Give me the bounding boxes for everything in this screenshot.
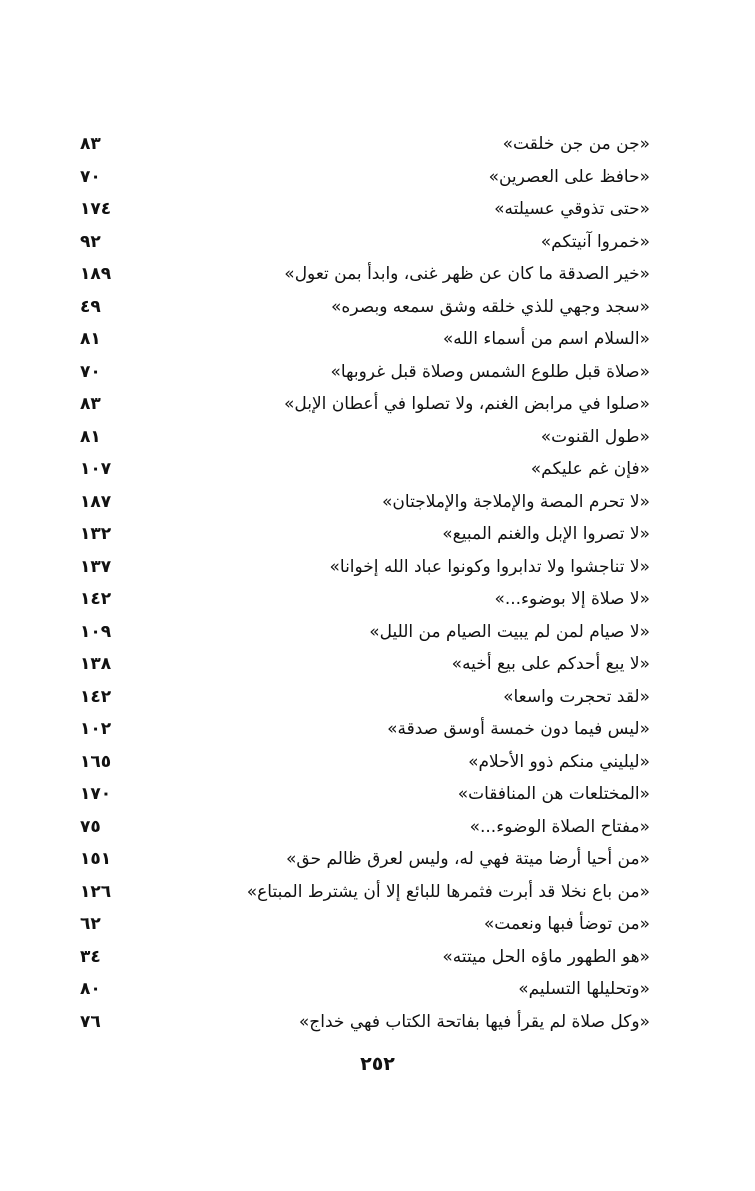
entry-text: «المختلعات هن المنافقات» [457,784,650,804]
entry-text: «هو الطهور ماؤه الحل ميتته» [442,946,650,967]
entry-text: «صلوا في مرابض الغنم، ولا تصلوا في أعطان الإبل» [283,394,650,414]
index-entry [80,553,650,586]
index-entry [80,1008,650,1041]
entry-text: «لا صيام لمن لم يبيت الصيام من الليل» [369,621,650,642]
entry-text: «لا تصروا الإبل والغنم المبيع» [442,524,650,544]
entry-text: «لا صلاة إلا بوضوء...» [494,589,650,609]
entry-page-number: ٨٣ [80,134,101,154]
index-entry [80,585,650,618]
index-entry [80,488,650,521]
entry-page-number: ١٧٤ [80,199,112,219]
index-entry [80,390,650,423]
entry-text: «لقد تحجرت واسعا» [503,686,650,707]
entry-text: «وتحليلها التسليم» [518,979,650,999]
hadith-index-list [80,130,650,1040]
entry-page-number: ٧٥ [80,816,101,837]
index-entry [80,228,650,261]
entry-page-number: ٣٤ [80,946,101,967]
entry-page-number: ٤٩ [80,296,101,317]
entry-page-number: ١٥١ [80,849,112,869]
entry-page-number: ٨٠ [80,979,101,999]
entry-page-number: ١٠٢ [80,719,112,739]
entry-page-number: ٧٦ [80,1011,101,1032]
entry-text: «حافظ على العصرين» [488,166,650,187]
entry-text: «من توضأ فبها ونعمت» [483,914,650,934]
entry-text: «طول القنوت» [540,426,650,447]
index-entry [80,358,650,391]
index-entry [80,618,650,651]
index-entry [80,520,650,553]
entry-page-number: ١٨٩ [80,264,112,284]
entry-page-number: ٨١ [80,426,101,447]
index-entry [80,455,650,488]
index-entry [80,293,650,326]
index-entry [80,715,650,748]
index-entry [80,130,650,163]
index-entry [80,748,650,781]
index-entry [80,163,650,196]
entry-text: «سجد وجهي للذي خلقه وشق سمعه وبصره» [331,296,650,317]
entry-page-number: ٧٠ [80,166,101,187]
index-entry [80,195,650,228]
entry-text: «ليس فيما دون خمسة أوسق صدقة» [387,719,650,739]
index-entry [80,910,650,943]
entry-page-number: ١٤٢ [80,686,112,707]
index-entry [80,845,650,878]
entry-page-number: ١٣٧ [80,556,112,577]
index-entry [80,780,650,813]
entry-page-number: ٦٢ [80,914,101,934]
entry-page-number: ١٢٦ [80,881,112,902]
entry-text: «من باع نخلا قد أبرت فثمرها للبائع إلا أن يشترط المبتاع» [246,881,650,902]
entry-page-number: ٩٢ [80,231,101,252]
entry-page-number: ١٠٧ [80,459,112,479]
page-number: ٢٥٢ [360,1053,395,1075]
entry-text: «ليليني منكم ذوو الأحلام» [468,751,650,772]
index-entry [80,975,650,1008]
entry-text: «مفتاح الصلاة الوضوء...» [469,816,650,837]
index-entry [80,325,650,358]
entry-page-number: ١٧٠ [80,784,112,804]
index-entry [80,423,650,456]
index-entry [80,683,650,716]
entry-page-number: ٧٠ [80,361,101,382]
entry-text: «فإن غم عليكم» [530,459,650,479]
entry-text: «صلاة قبل طلوع الشمس وصلاة قبل غروبها» [330,361,650,382]
index-entry [80,260,650,293]
index-entry [80,878,650,911]
entry-text: «وكل صلاة لم يقرأ فيها بفاتحة الكتاب فهي خداج» [298,1011,650,1032]
index-entry [80,943,650,976]
entry-page-number: ٨٣ [80,394,101,414]
entry-text: «لا تناجشوا ولا تدابروا وكونوا عباد الله إخوانا» [329,556,650,577]
entry-page-number: ١٤٢ [80,589,112,609]
entry-text: «جن من جن خلقت» [502,134,650,154]
entry-page-number: ٨١ [80,329,101,349]
entry-page-number: ١٠٩ [80,621,112,642]
entry-page-number: ١٦٥ [80,751,112,772]
index-entry [80,813,650,846]
entry-text: «لا يبع أحدكم على بيع أخيه» [451,654,650,674]
entry-page-number: ١٣٢ [80,524,112,544]
entry-text: «السلام اسم من أسماء الله» [442,329,650,349]
entry-text: «لا تحرم المصة والإملاجة والإملاجتان» [382,491,650,512]
entry-text: «خير الصدقة ما كان عن ظهر غنى، وابدأ بمن تعول» [284,264,650,284]
index-entry [80,650,650,683]
entry-text: «حتى تذوقي عسيلته» [494,199,650,219]
entry-text: «من أحيا أرضا ميتة فهي له، وليس لعرق ظالم حق» [286,849,650,869]
entry-text: «خمروا آنيتكم» [540,231,650,252]
entry-page-number: ١٣٨ [80,654,112,674]
entry-page-number: ١٨٧ [80,491,112,512]
